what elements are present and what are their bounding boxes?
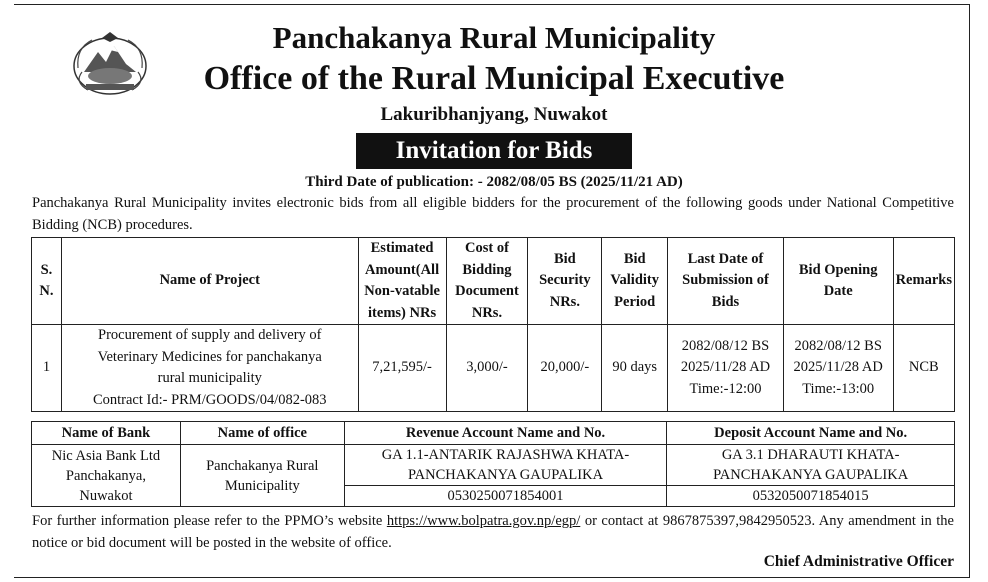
bank-line: Nuwakot xyxy=(79,487,133,504)
project-line: Procurement of supply and delivery of xyxy=(98,327,322,343)
publication-date: Third Date of publication: - 2082/08/05 BS (2025/11/21 AD) xyxy=(305,174,683,190)
project-line: Veterinary Medicines for panchakanya xyxy=(97,348,322,365)
footer-text: For further information please refer to the PPMO’s website xyxy=(32,513,387,529)
row-security: 20,000/- xyxy=(528,325,602,412)
row-opening xyxy=(783,325,893,412)
revenue-line: PANCHAKANYA GAUPALIKA xyxy=(407,467,604,483)
deposit-line: GA 3.1 DHARAUTI KHATA- xyxy=(721,447,900,463)
ppmo-link[interactable]: https://www.bolpatra.gov.np/egp/ xyxy=(386,513,581,529)
bank-line: Panchakanya, xyxy=(65,467,146,484)
open-date-time: Time:-13:00 xyxy=(802,380,875,397)
office-line: Municipality xyxy=(224,477,300,494)
header-last-date: Last Date of Submission of Bids xyxy=(668,238,784,325)
row-validity: 90 days xyxy=(602,325,668,412)
last-date-time: Time:-12:00 xyxy=(689,380,762,397)
header-bank: Name of Bank xyxy=(32,422,181,445)
table-row xyxy=(32,445,955,486)
deposit-account-no: 0532050071854015 xyxy=(667,486,955,507)
header-sn: S. N. xyxy=(32,238,62,325)
org-name: Panchakanya Rural Municipality xyxy=(272,20,716,55)
office-name-cell xyxy=(180,445,344,507)
row-sn: 1 xyxy=(32,325,62,412)
footer-text: or contact at 9867875397,9842950523. Any amendment in the notice or bid document will be posted in the website of office. xyxy=(32,513,954,551)
footer-paragraph xyxy=(32,510,954,554)
revenue-account-no: 0530250071854001 xyxy=(344,486,667,507)
open-date-ad: 2025/11/28 AD xyxy=(793,359,883,376)
signoff: Chief Administrative Officer xyxy=(763,553,954,570)
header-office: Name of office xyxy=(180,422,344,445)
last-date-ad: 2025/11/28 AD xyxy=(680,359,771,376)
header-cost: Cost of Bidding Document NRs. xyxy=(446,238,528,325)
office-name: Office of the Rural Municipal Executive xyxy=(203,60,785,97)
row-last-date xyxy=(668,325,784,412)
header-revenue: Revenue Account Name and No. xyxy=(344,422,667,445)
row-project xyxy=(61,325,358,412)
office-line: Panchakanya Rural xyxy=(206,457,319,474)
office-address: Lakuribhanjyang, Nuwakot xyxy=(380,104,608,125)
notice-banner: Invitation for Bids xyxy=(356,133,632,169)
deposit-line: PANCHAKANYA GAUPALIKA xyxy=(713,467,909,483)
deposit-account-name xyxy=(667,445,955,486)
open-date-bs: 2082/08/12 BS xyxy=(794,337,882,354)
header-security: Bid Security NRs. xyxy=(528,238,602,325)
bank-table-header xyxy=(32,422,955,445)
last-date-bs: 2082/08/12 BS xyxy=(681,337,770,354)
row-remarks: NCB xyxy=(893,325,954,412)
project-line: rural municipality xyxy=(157,370,262,386)
header-deposit: Deposit Account Name and No. xyxy=(667,422,955,445)
bank-name xyxy=(32,445,181,507)
bid-table-header xyxy=(32,238,955,325)
bank-line: Nic Asia Bank Ltd xyxy=(51,447,161,464)
bank-table xyxy=(31,421,955,507)
row-cost: 3,000/- xyxy=(446,325,528,412)
intro-paragraph: Panchakanya Rural Municipality invites electronic bids from all eligible bidders for the procurement of the following goods under National Competitive Bidding (NCB) procedures. xyxy=(32,195,954,233)
bid-table xyxy=(31,237,955,412)
contract-id: Contract Id:- PRM/GOODS/04/082-083 xyxy=(92,391,327,408)
table-row xyxy=(32,325,955,412)
header-project: Name of Project xyxy=(61,238,358,325)
revenue-account-name xyxy=(344,445,667,486)
row-estimated: 7,21,595/- xyxy=(358,325,446,412)
header-validity: Bid Validity Period xyxy=(602,238,668,325)
header-estimated: Estimated Amount(All Non-vatable items) NRs xyxy=(358,238,446,325)
header-remarks: Remarks xyxy=(893,238,954,325)
revenue-line: GA 1.1-ANTARIK RAJASHWA KHATA- xyxy=(381,447,630,463)
header-opening: Bid Opening Date xyxy=(783,238,893,325)
